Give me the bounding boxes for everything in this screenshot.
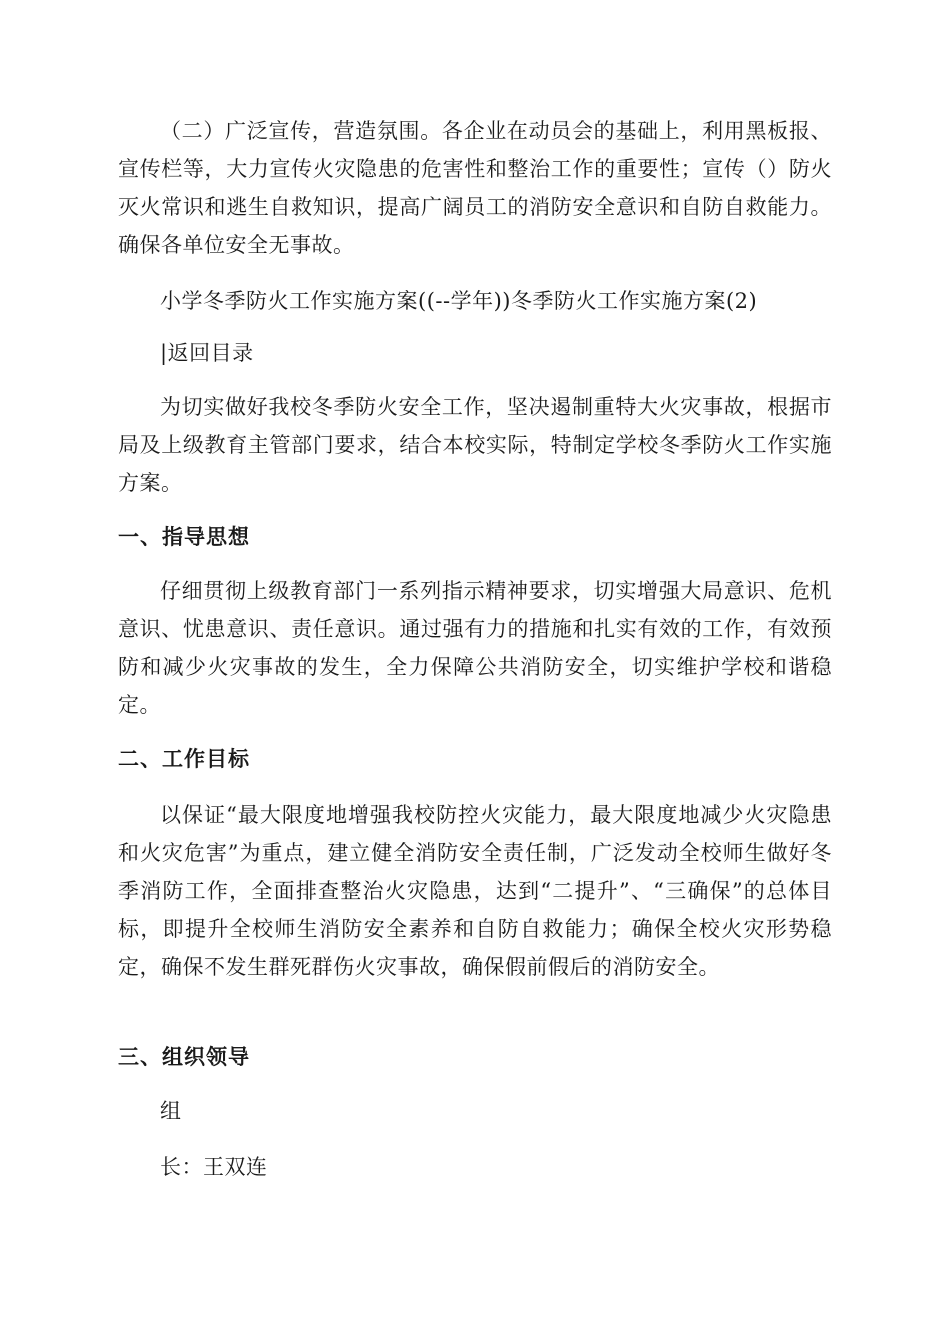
- section-title: 小学冬季防火工作实施方案((--学年))冬季防火工作实施方案(2): [160, 289, 758, 313]
- heading-work-goals: 二、工作目标: [118, 747, 250, 771]
- paragraph-work-goals: 以保证“最大限度地增强我校防控火灾能力，最大限度地减少火灾隐患和火灾危害”为重点，建立健全消防安全责任制，广泛发动全校师生做好冬季消防工作，全面排查整治火灾隐患，达到“二提升”、“三确保”的总体目标，即提升全校师生消防安全素养和自防自救能力；确保全校火灾形势稳定，确保不发生群死群伤火灾事故，确保假前假后的消防安全。: [118, 803, 832, 979]
- line-group: 组: [160, 1099, 182, 1123]
- paragraph-publicity: （二）广泛宣传，营造氛围。各企业在动员会的基础上，利用黑板报、宣传栏等，大力宣传火灾隐患的危害性和整治工作的重要性；宣传（）防火灭火常识和逃生自救知识，提高广阔员工的消防安全意识和自防自救能力。确保各单位安全无事故。: [118, 119, 832, 257]
- paragraph-intro: 为切实做好我校冬季防火安全工作，坚决遏制重特大火灾事故，根据市局及上级教育主管部门要求，结合本校实际，特制定学校冬季防火工作实施方案。: [118, 395, 832, 495]
- back-to-contents-link[interactable]: |返回目录: [160, 341, 254, 365]
- heading-guiding-ideology: 一、指导思想: [118, 525, 250, 549]
- paragraph-guiding-ideology: 仔细贯彻上级教育部门一系列指示精神要求，切实增强大局意识、危机意识、忧患意识、责任意识。通过强有力的措施和扎实有效的工作，有效预防和减少火灾事故的发生，全力保障公共消防安全，切实维护学校和谐稳定。: [118, 579, 832, 717]
- line-group-leader: 长：王双连: [160, 1155, 268, 1179]
- heading-organization: 三、组织领导: [118, 1045, 250, 1069]
